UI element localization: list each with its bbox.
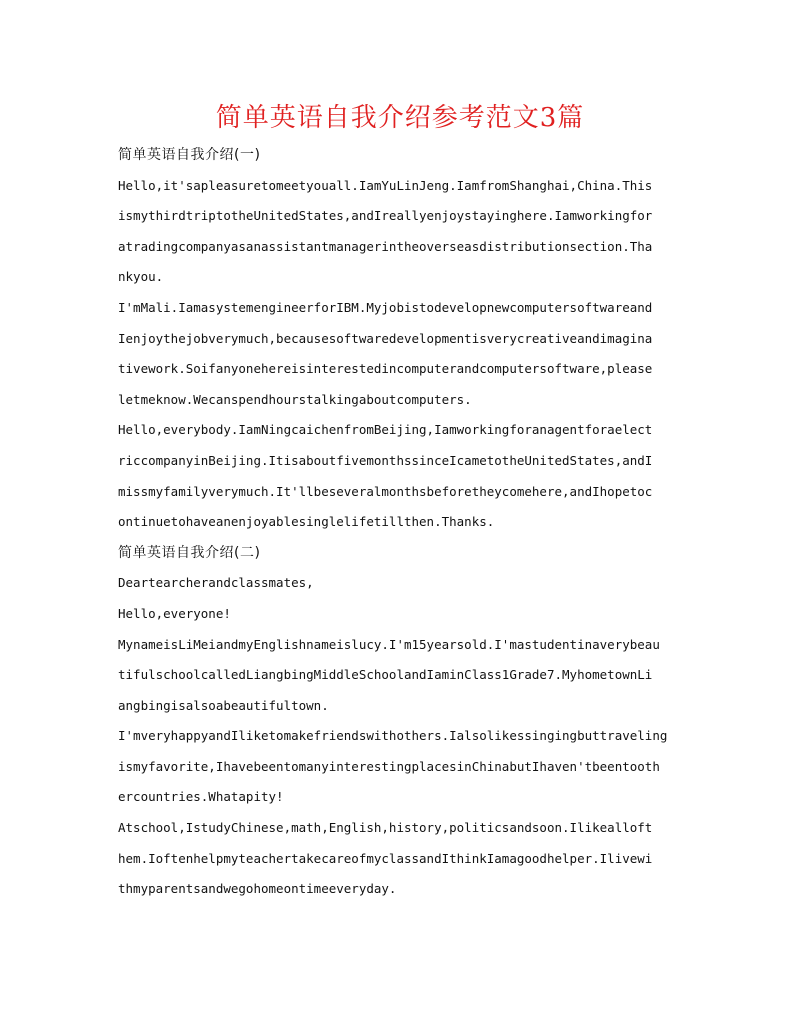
text-line: MynameisLiMeiandmyEnglishnameislucy.I'm15yearsold.I'mastudentinaverybeau (118, 636, 660, 652)
text-line: Hello,everybody.IamNingcaichenfromBeijing,Iamworkingforanagentforaelect (118, 422, 653, 438)
text-line: riccompanyinBeijing.ItisaboutfivemonthssinceIcametotheUnitedStates,andI (118, 452, 653, 468)
text-line: atradingcompanyasanassistantmanagerintheoverseasdistributionsection.Tha (118, 238, 653, 254)
text-line: ismyfavorite,IhavebeentomanyinterestingplacesinChinabutIhaven'tbeentooth (118, 758, 660, 774)
text-line: Atschool,IstudyChinese,math,English,history,politicsandsoon.Ilikealloft (118, 820, 653, 836)
text-line: angbingisalsoabeautifultown. (118, 697, 329, 713)
section-heading: 简单英语自我介绍(一) (118, 147, 261, 163)
document-body (118, 140, 683, 905)
text-line: thmyparentsandwegohomeontimeeveryday. (118, 881, 397, 897)
text-line: Deartearcherandclassmates, (118, 575, 314, 591)
text-line: Hello,everyone! (118, 605, 231, 621)
text-line: letmeknow.Wecanspendhourstalkingaboutcomputers. (118, 391, 472, 407)
document-title: 简单英语自我介绍参考范文3篇 (215, 103, 585, 133)
text-line: ercountries.Whatapity! (118, 789, 284, 805)
text-line: Hello,it'sapleasuretomeetyouall.IamYuLinJeng.IamfromShanghai,China.This (118, 177, 653, 193)
text-line: missmyfamilyverymuch.It'llbeseveralmonthsbeforetheycomehere,andIhopetoc (118, 483, 653, 499)
text-line: ismythirdtriptotheUnitedStates,andIreallyenjoystayinghere.Iamworkingfor (118, 208, 653, 224)
text-line: tifulschoolcalledLiangbingMiddleSchoolandIaminClass1Grade7.MyhometownLi (118, 667, 653, 683)
text-line: ontinuetohaveanenjoyablesinglelifetillthen.Thanks. (118, 514, 495, 530)
text-line: tivework.Soifanyonehereisinterestedincomputerandcomputersoftware,please (118, 361, 653, 377)
text-line: Ienjoythejobverymuch,becausesoftwaredevelopmentisverycreativeandimagina (118, 330, 653, 346)
text-line: I'mMali.IamasystemengineerforIBM.Myjobistodevelopnewcomputersoftwareand (118, 299, 653, 315)
section-heading: 简单英语自我介绍(二) (118, 544, 261, 561)
text-line: I'mveryhappyandIliketomakefriendswithothers.Ialsolikessingingbuttraveling (118, 728, 668, 744)
text-line: hem.IoftenhelpmyteachertakecareofmyclassandIthinkIamagoodhelper.Ilivewi (118, 850, 653, 866)
text-line: nkyou. (118, 269, 164, 285)
